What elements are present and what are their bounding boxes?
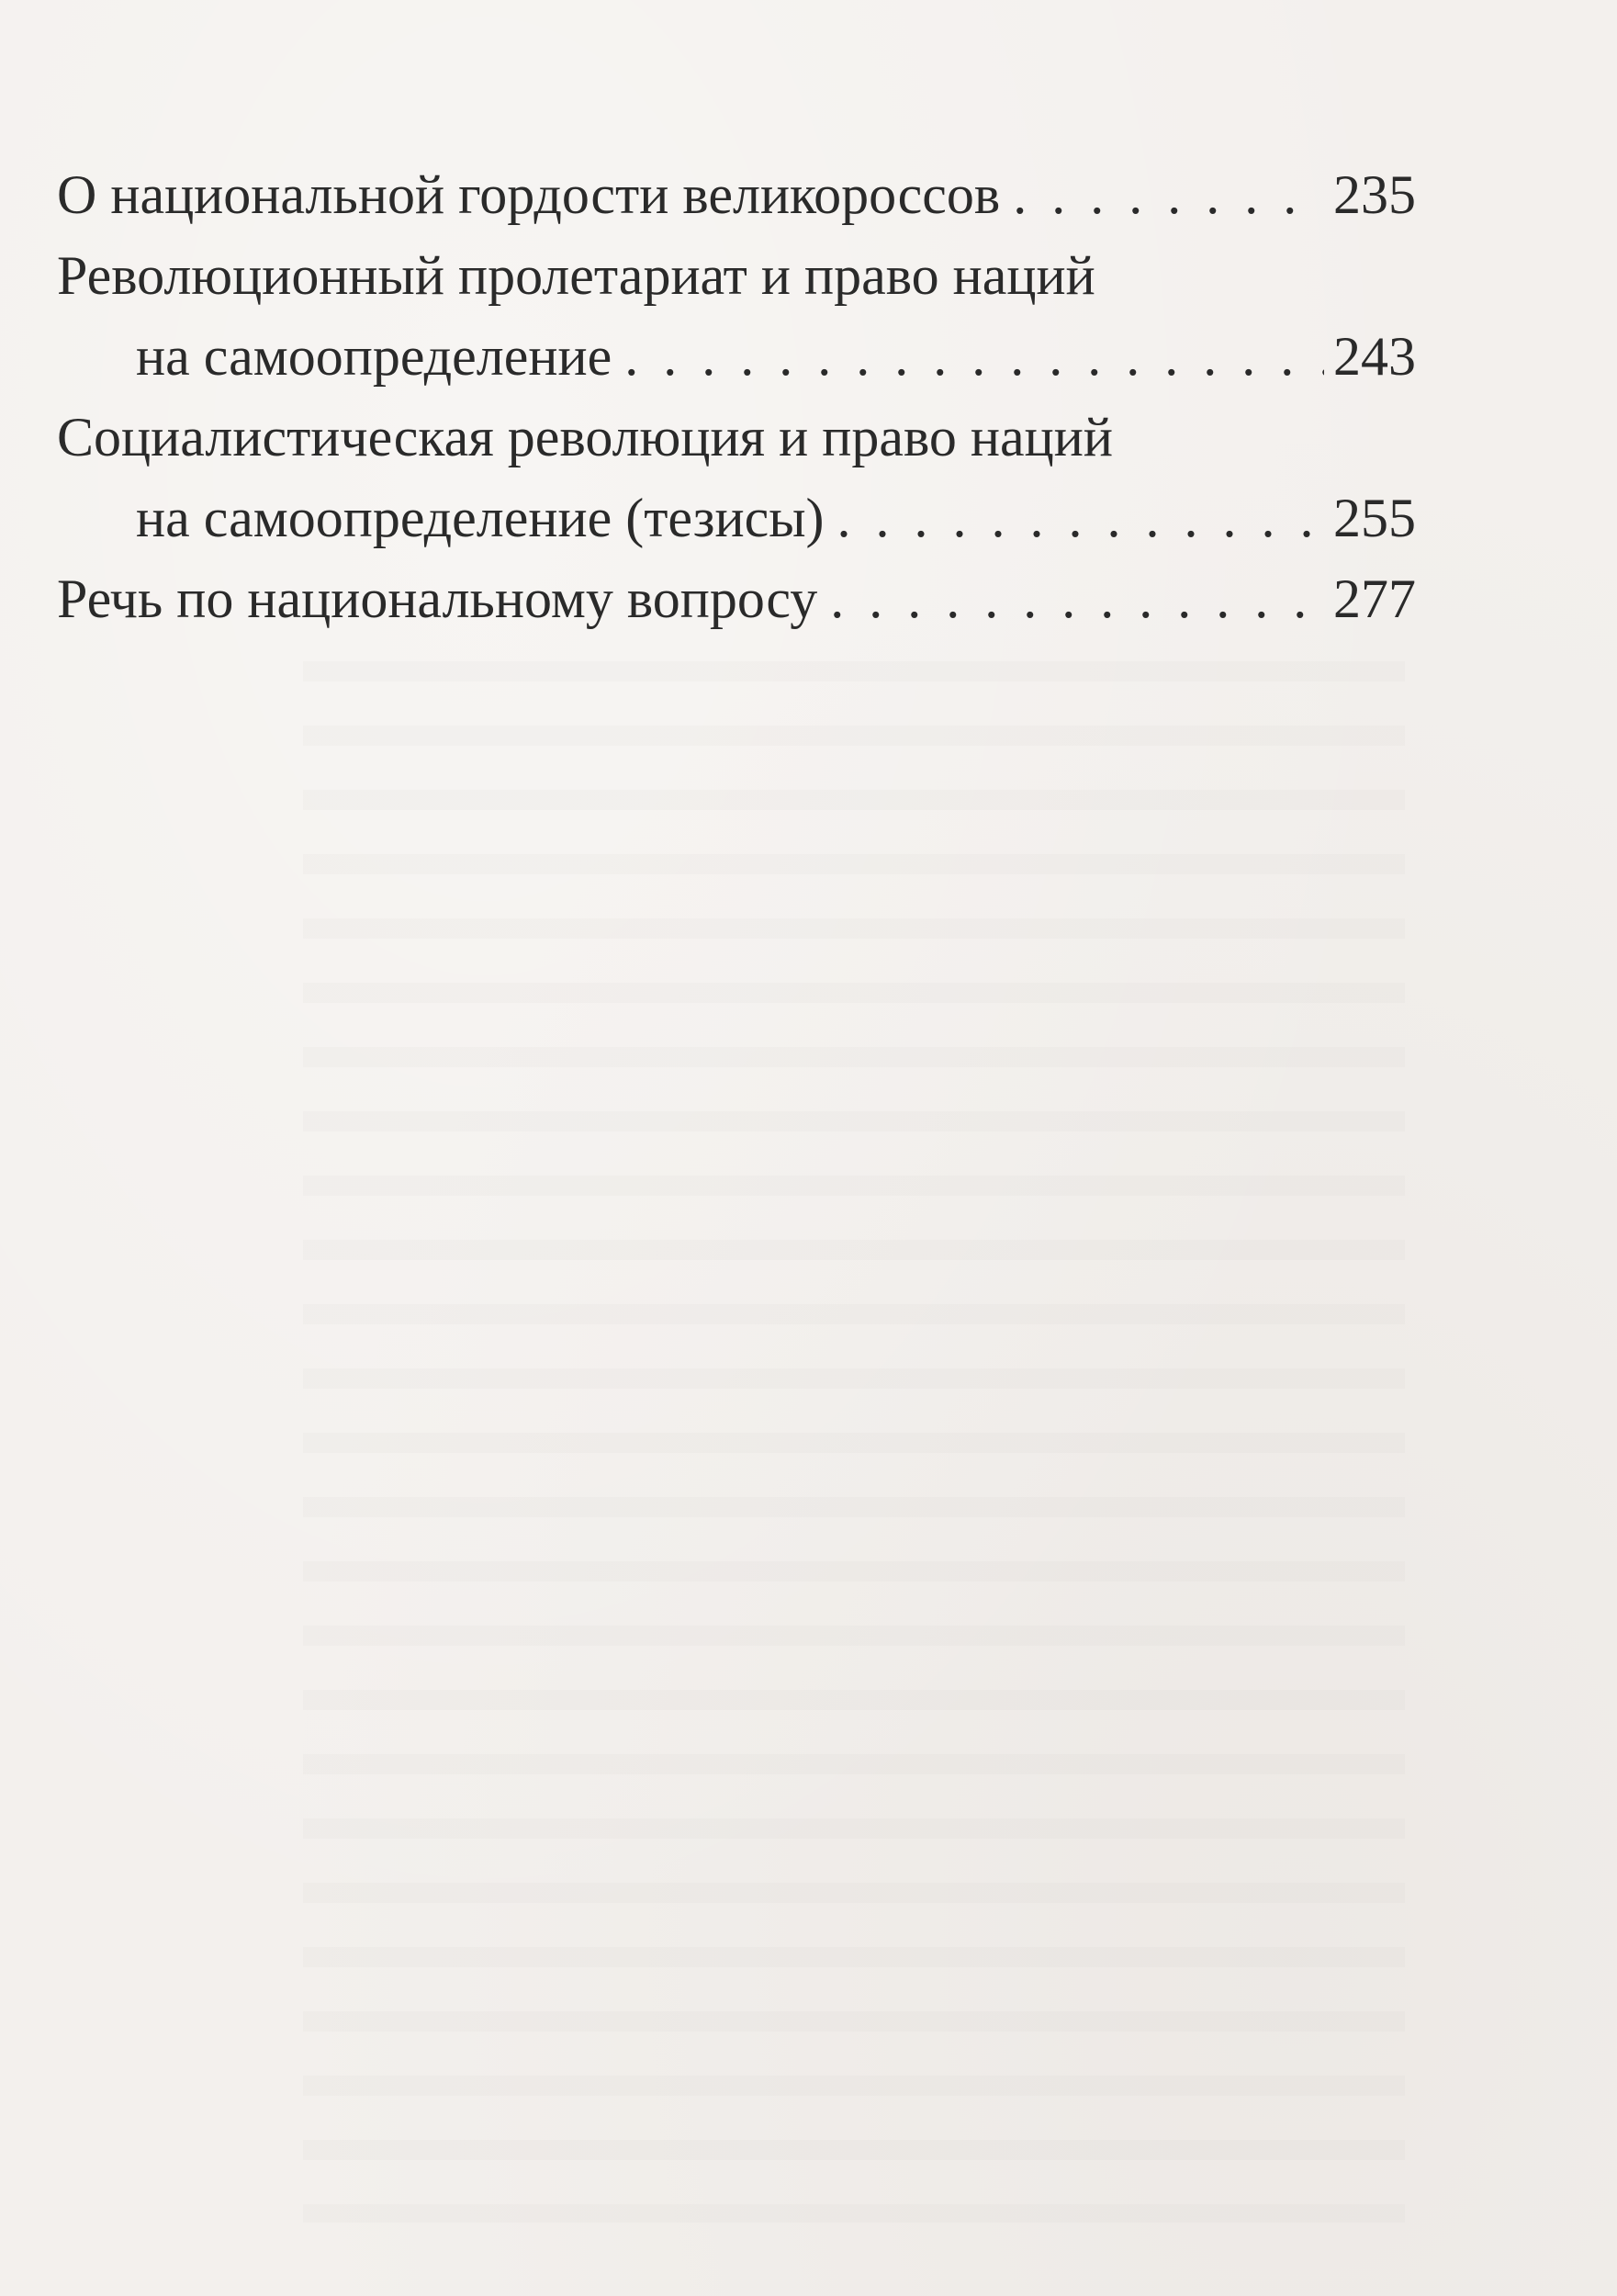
toc-entry-title: Речь по национальному вопросу <box>57 568 818 629</box>
toc-line-continuation <box>57 316 1416 397</box>
table-of-contents <box>57 154 1416 639</box>
dot-leader <box>830 558 1324 639</box>
toc-entry-title: Социалистическая революция и право наций <box>57 407 1113 467</box>
toc-page-number: 255 <box>1333 488 1416 548</box>
toc-line <box>57 558 1416 639</box>
toc-entry <box>57 154 1416 235</box>
toc-entry <box>57 558 1416 639</box>
dot-leader <box>1013 154 1324 235</box>
toc-page-number: 243 <box>1333 326 1416 387</box>
toc-line-continuation <box>57 478 1416 558</box>
toc-line <box>57 154 1416 235</box>
toc-page-number: 235 <box>1333 164 1416 225</box>
toc-entry <box>57 397 1416 558</box>
toc-entry-title: О национальной гордости великороссов <box>57 164 1001 225</box>
toc-entry <box>57 235 1416 397</box>
toc-line <box>57 397 1416 478</box>
toc-entry-title-continuation: на самоопределение <box>136 326 612 387</box>
dot-leader <box>624 316 1324 397</box>
toc-entry-title: Революционный пролетариат и право наций <box>57 245 1095 306</box>
dot-leader <box>837 478 1324 558</box>
toc-entry-title-continuation: на самоопределение (тезисы) <box>136 488 825 548</box>
show-through-texture <box>303 661 1405 2223</box>
toc-page-number: 277 <box>1333 568 1416 629</box>
toc-line <box>57 235 1416 316</box>
